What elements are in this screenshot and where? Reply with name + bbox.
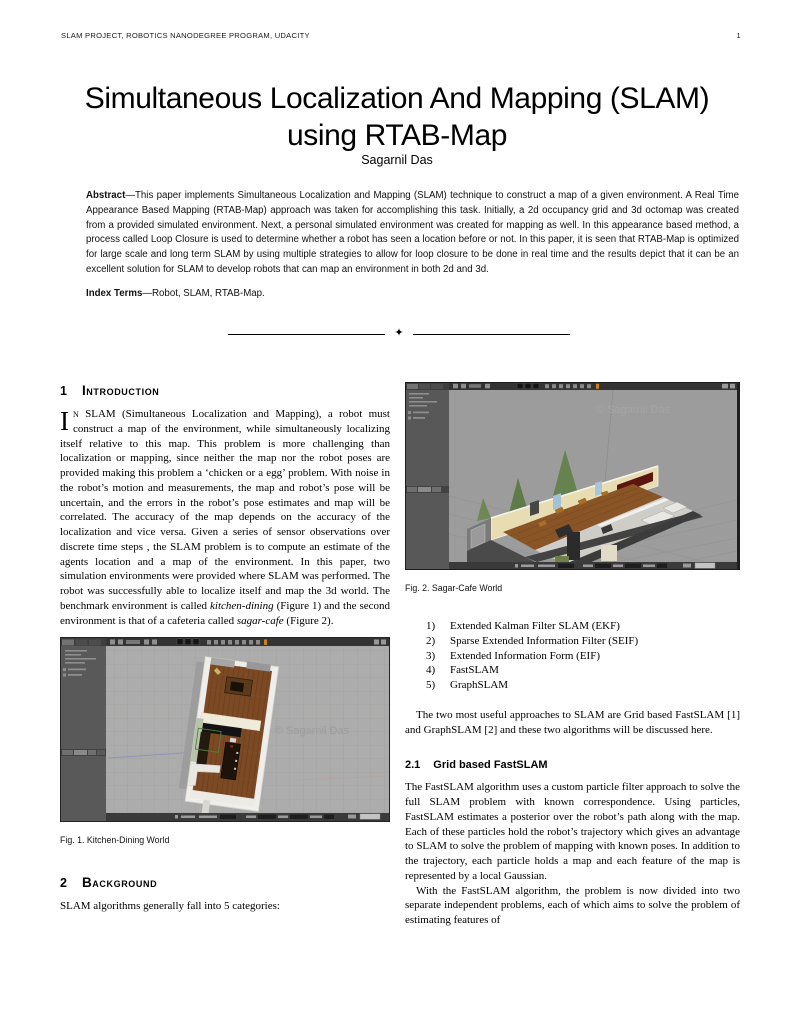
right-column: [405, 376, 740, 928]
list-item: [426, 619, 740, 634]
list-item-number: 1): [426, 620, 436, 632]
section-divider: [228, 329, 570, 340]
list-item-number: 4): [426, 664, 436, 677]
gazebo-statusbar-1: [106, 813, 389, 821]
subsection-2-1-number: 2.1: [405, 759, 421, 772]
intro-paragraph: [60, 407, 390, 628]
intro-dropcap: I: [60, 406, 69, 436]
header-left-text: SLAM PROJECT, ROBOTICS NANODEGREE PROGRAM, UDACITY: [61, 31, 310, 40]
divider-line-right: [413, 334, 570, 335]
figure-1: [60, 637, 390, 845]
list-item-label: Extended Information Form (EIF): [450, 649, 600, 662]
running-header: [61, 31, 741, 40]
figure-2-caption: Fig. 2. Sagar-Cafe World: [405, 583, 503, 593]
background-discussion: The two most useful approaches to SLAM are Grid based FastSLAM [1] and GraphSLAM [2] and these two algorithms will be discussed here.: [405, 708, 740, 736]
section-2-number: 2: [60, 876, 67, 891]
list-item: [426, 663, 740, 678]
title-line-1: Simultaneous Localization And Mapping (SLAM): [84, 82, 710, 116]
figure-1-caption: Fig. 1. Kitchen-Dining World: [60, 835, 170, 846]
section-2-title: Background: [81, 875, 158, 891]
background-intro-line: SLAM algorithms generally fall into 5 categories:: [60, 900, 280, 913]
list-item-number: 5): [426, 679, 436, 691]
fastslam-paragraph-2: With the FastSLAM algorithm, the problem is now divided into two separate independent problems, each of which aims to solve the problem of estimating features of: [405, 884, 740, 926]
abstract-text: Abstract—This paper implements Simultaneous Localization and Mapping (SLAM) technique to construct a map of a given environment. A Real Time Appearance Based Mapping (RTAB-Map) approach was taken for accomplishing this task. Initially, a 2d occupancy grid and 3d octomap was created from a provided simulated environment. Next, a personal simulated environment was created for mapping as well. In this appearance based method, a process called Loop Closure is used to determine whether a robot has seen a location before or not. In this paper, it is seen that RTAB-Map is optimized for large scale and long term SLAM by using multiple strategies to allow for loop closure to be done in real time and the results depict that it can be an excellent solution for SLAM to develop robots that can map an environment in both 2d and 3d.: [86, 190, 739, 275]
paper-author: Sagarnil Das: [361, 153, 433, 167]
fig1-watermark: © Sagarnil Das: [274, 725, 350, 738]
section-1-title: Introduction: [81, 383, 160, 398]
gazebo-toolbar-2: [449, 382, 738, 390]
paper-title: [57, 80, 737, 154]
list-item-label: FastSLAM: [450, 664, 499, 677]
gazebo-side-panel-2: [406, 383, 449, 569]
title-line-2: using RTAB-Map: [286, 119, 508, 153]
list-item-number: 2): [426, 634, 436, 647]
gazebo-toolbar-1: [106, 638, 389, 646]
left-column: [60, 376, 390, 928]
subsection-2-1-title: Grid based FastSLAM: [433, 759, 548, 772]
list-item-label: Extended Kalman Filter SLAM (EKF): [450, 620, 620, 632]
gazebo-side-panel-1: [61, 638, 106, 821]
page-number: 1: [736, 31, 741, 40]
list-item-label: Sparse Extended Information Filter (SEIF): [450, 634, 639, 647]
figure-2: [405, 382, 740, 593]
section-1-number: 1: [60, 384, 67, 398]
divider-line-left: [228, 334, 385, 335]
fastslam-paragraph-1: The FastSLAM algorithm uses a custom particle filter approach to solve the full SLAM problem with known correspondence. Using particles, FastSLAM estimates a posterior over the robot’s path along with the map. Each of these particles hold the robot’s trajectory which gives an advantage to SLAM to solve the problem of mapping with known poses. In addition to the trajectory, each particle holds a map and each feature of the map is represented by a local Gaussian.: [405, 781, 740, 882]
figure-2-image: [405, 382, 740, 570]
index-terms: Index Terms—Robot, SLAM, RTAB-Map.: [86, 287, 265, 299]
list-item-label: GraphSLAM: [450, 679, 509, 691]
slam-algorithm-list: [426, 619, 740, 693]
list-item-number: 3): [426, 649, 436, 662]
section-1-heading: [60, 383, 390, 398]
gazebo-statusbar-2: [449, 562, 738, 570]
abstract-block: [86, 189, 739, 302]
intro-paragraph-text: n SLAM (Simultaneous Localization and Mapping), a robot must construct a map of the environment, while simultaneously localizing itself relative to this map. This problem is more challenging than localization or mapping, since neither the map nor the robot poses are provided making this problem a ‘chicken or a egg’ problem. With noise in the robot’s motion and measurements, the map and robot’s pose will be uncertain, and the errors in the robot’s pose estimates and map will be correlated. The accuracy of the map depends on the accuracy of the localization and vice versa. Given a series of sensor observations over discrete time steps , the SLAM problem is to compute an estimate of the agents location and a map of the environment. In this paper, two simulation environments were provided where SLAM was performed. The robot was successfully able to localize itself and map the 3d world. The benchmark environment is called kitchen-dining (Figure 1) and the second environment is that of a cafeteria called sagar-cafe (Figure 2).: [60, 408, 390, 627]
list-item: [426, 678, 740, 693]
divider-diamond-icon: ✦: [394, 327, 404, 339]
figure-1-image: [60, 637, 390, 822]
section-2-heading: [60, 875, 390, 890]
list-item: [426, 634, 740, 649]
list-item: [426, 649, 740, 664]
subsection-2-1-heading: [405, 759, 740, 771]
fig2-watermark: © Sagarnil Das: [595, 404, 671, 416]
two-column-body: [60, 376, 740, 928]
